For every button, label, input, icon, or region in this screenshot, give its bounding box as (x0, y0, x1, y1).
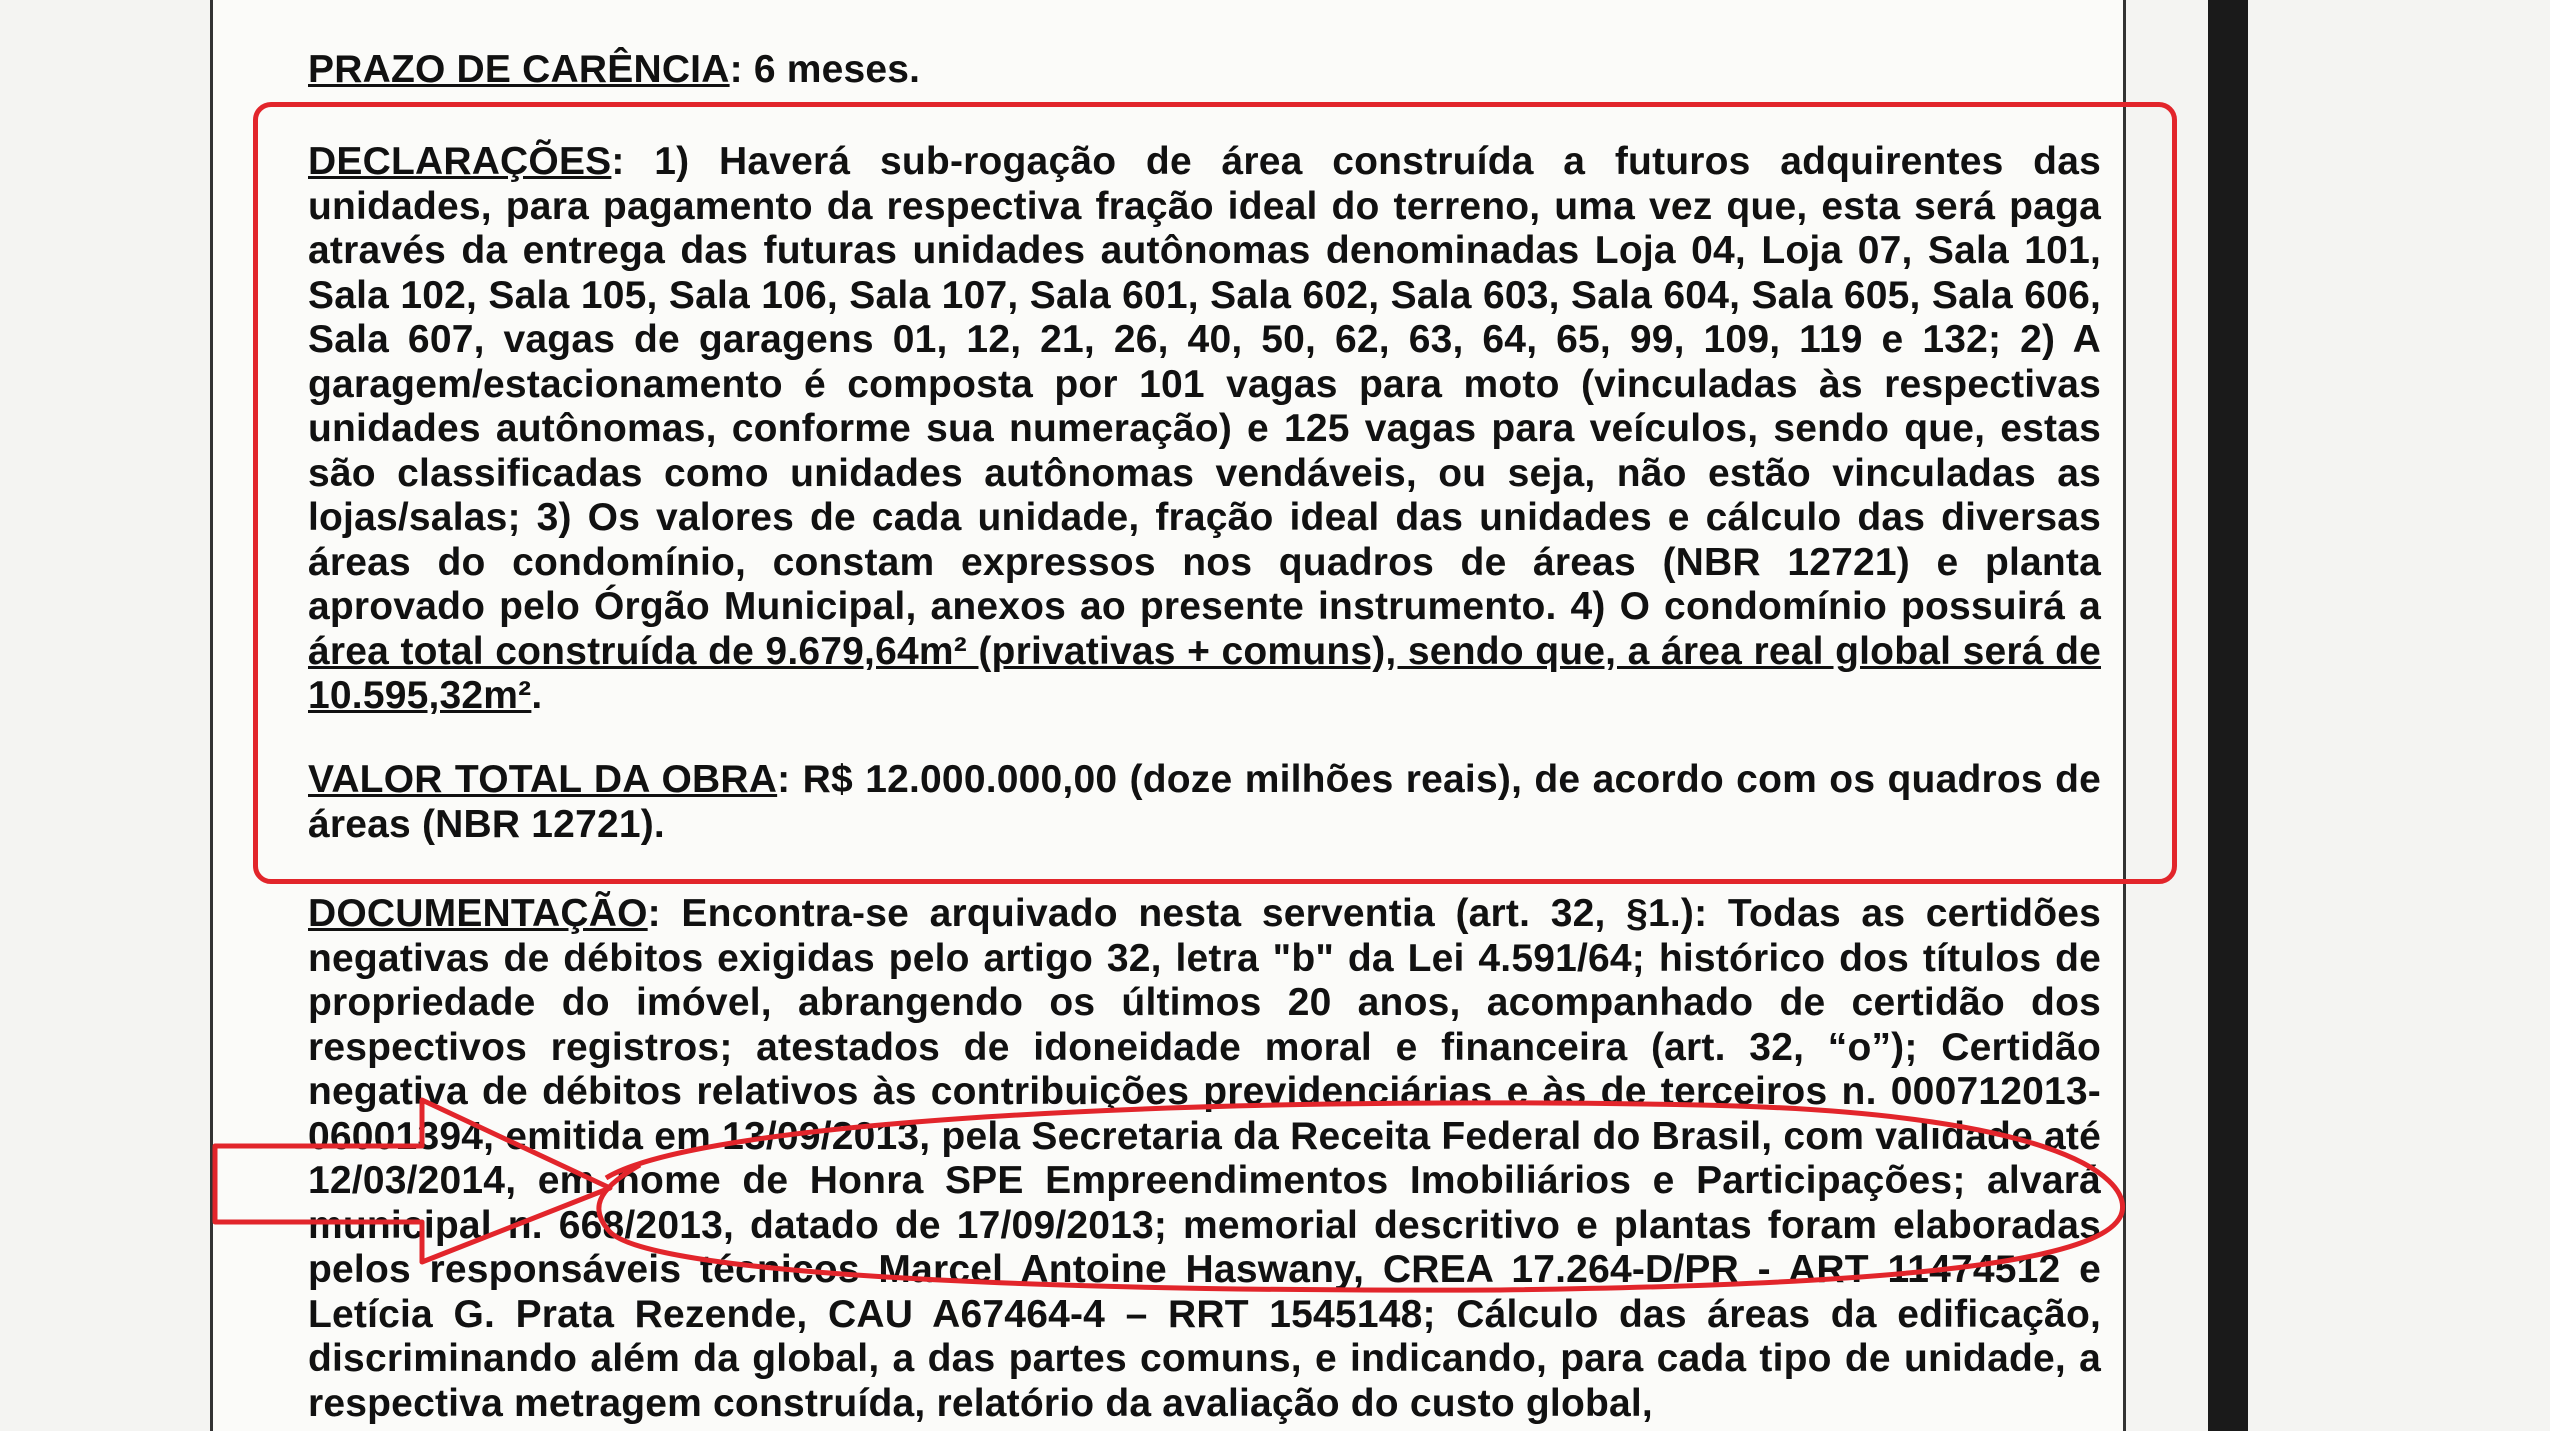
item-1-text: Haverá sub-rogação de área construída a futuros adquirentes das unidades, para pagamento da respectiva fração ideal do terreno, uma vez que, esta será paga através da entrega das futuras unidades autônomas denominadas Loja 04, Loja 07, Sala 101, Sala 102, Sala 105, Sala 106, Sala 107, Sala 601, Sala 602, Sala 603, Sala 604, Sala 605, Sala 606, Sala 607, vagas de garagens 01, 12, 21, 26, 40, 50, 62, 63, 64, 65, 99, 109, 119 e 132; (308, 140, 2101, 361)
documentacao-text: : Encontra-se arquivado nesta serventia (art. 32, §1.): Todas as certidões negativas de débitos exigidas pelo artigo 32, letra "b" da Lei 4.591/64; histórico dos títulos de propriedade do imóvel, abrangendo os últimos 20 anos, acompanhado de certidão dos respectivos registros; atestados de idoneidade moral e financeira (art. 32, “o”); Certidão negativa de débitos relativos às contribuições previdenciárias e às de terceiros n. 000712013-06001394, emitida em 13/09/2013, pela Secretaria da Receita Federal do Brasil, com validade até 12/03/2014, em nome de Honra SPE Empreendimentos Imobiliários e Participações; alvará municipal n. 668/2013, datado de 17/09/2013; memorial descritivo e plantas foram elaboradas pelos responsáveis técnicos Marcel Antoine Haswany, CREA 17.264-D/PR - ART 11474512 e Letícia G. Prata Rezende, CAU A67464-4 – RRT 1545148; Cálculo das áreas da edificação, discriminando além da global, a das partes comuns, e indicando, para cada tipo de unidade, a respectiva metragem construída, relatório da avaliação do custo global, (308, 892, 2101, 1425)
area-total-underlined: área total construída de 9.679,64m² (privativas + comuns), sendo que, a área real global será de 10.595,32m² (308, 629, 2101, 717)
valor-amount: R$ 12.000.000,00 (doze milhões reais) (802, 758, 1512, 801)
declaracoes-highlight-box (253, 102, 2177, 884)
valor-rest: , de acordo com os quadros de áreas (NBR 12721). (308, 758, 2101, 846)
documentacao-label: DOCUMENTAÇÃO (308, 892, 648, 935)
item-3-text: Os valores de cada unidade, fração ideal das unidades e cálculo das diversas áreas do condomínio, constam expressos nos quadros de áreas (NBR 12721) e planta aprovado pelo Órgão Municipal, anexos ao presente instrumento. (308, 496, 2101, 628)
documentacao-paragraph (308, 892, 2101, 1426)
prazo-label: PRAZO DE CARÊNCIA (308, 48, 730, 91)
prazo-value: : 6 meses. (729, 48, 921, 91)
item-1-number: 1) (654, 140, 690, 183)
valor-label: VALOR TOTAL DA OBRA (308, 758, 778, 801)
item-4-end: . (531, 674, 543, 717)
item-3-number: 3) (536, 496, 572, 539)
declaracoes-label: DECLARAÇÕES (308, 140, 612, 183)
valor-colon: : (777, 758, 803, 801)
item-2-text: A garagem/estacionamento é composta por 101 vagas para moto (vinculadas às respectivas unidades autônomas, conforme sua numeração) e 125 vagas para veículos, sendo que, estas são classificadas como unidades autônomas vendáveis, ou seja, não estão vinculadas as lojas/salas; (308, 318, 2102, 539)
scan-edge-bar (2208, 0, 2248, 1431)
declaracoes-colon: : (611, 140, 655, 183)
prazo-carencia-paragraph (308, 48, 2101, 93)
item-4-number: 4) (1570, 585, 1606, 628)
item-4-text: O condomínio possuirá a (1605, 585, 2101, 628)
item-2-number: 2) (2020, 318, 2056, 361)
